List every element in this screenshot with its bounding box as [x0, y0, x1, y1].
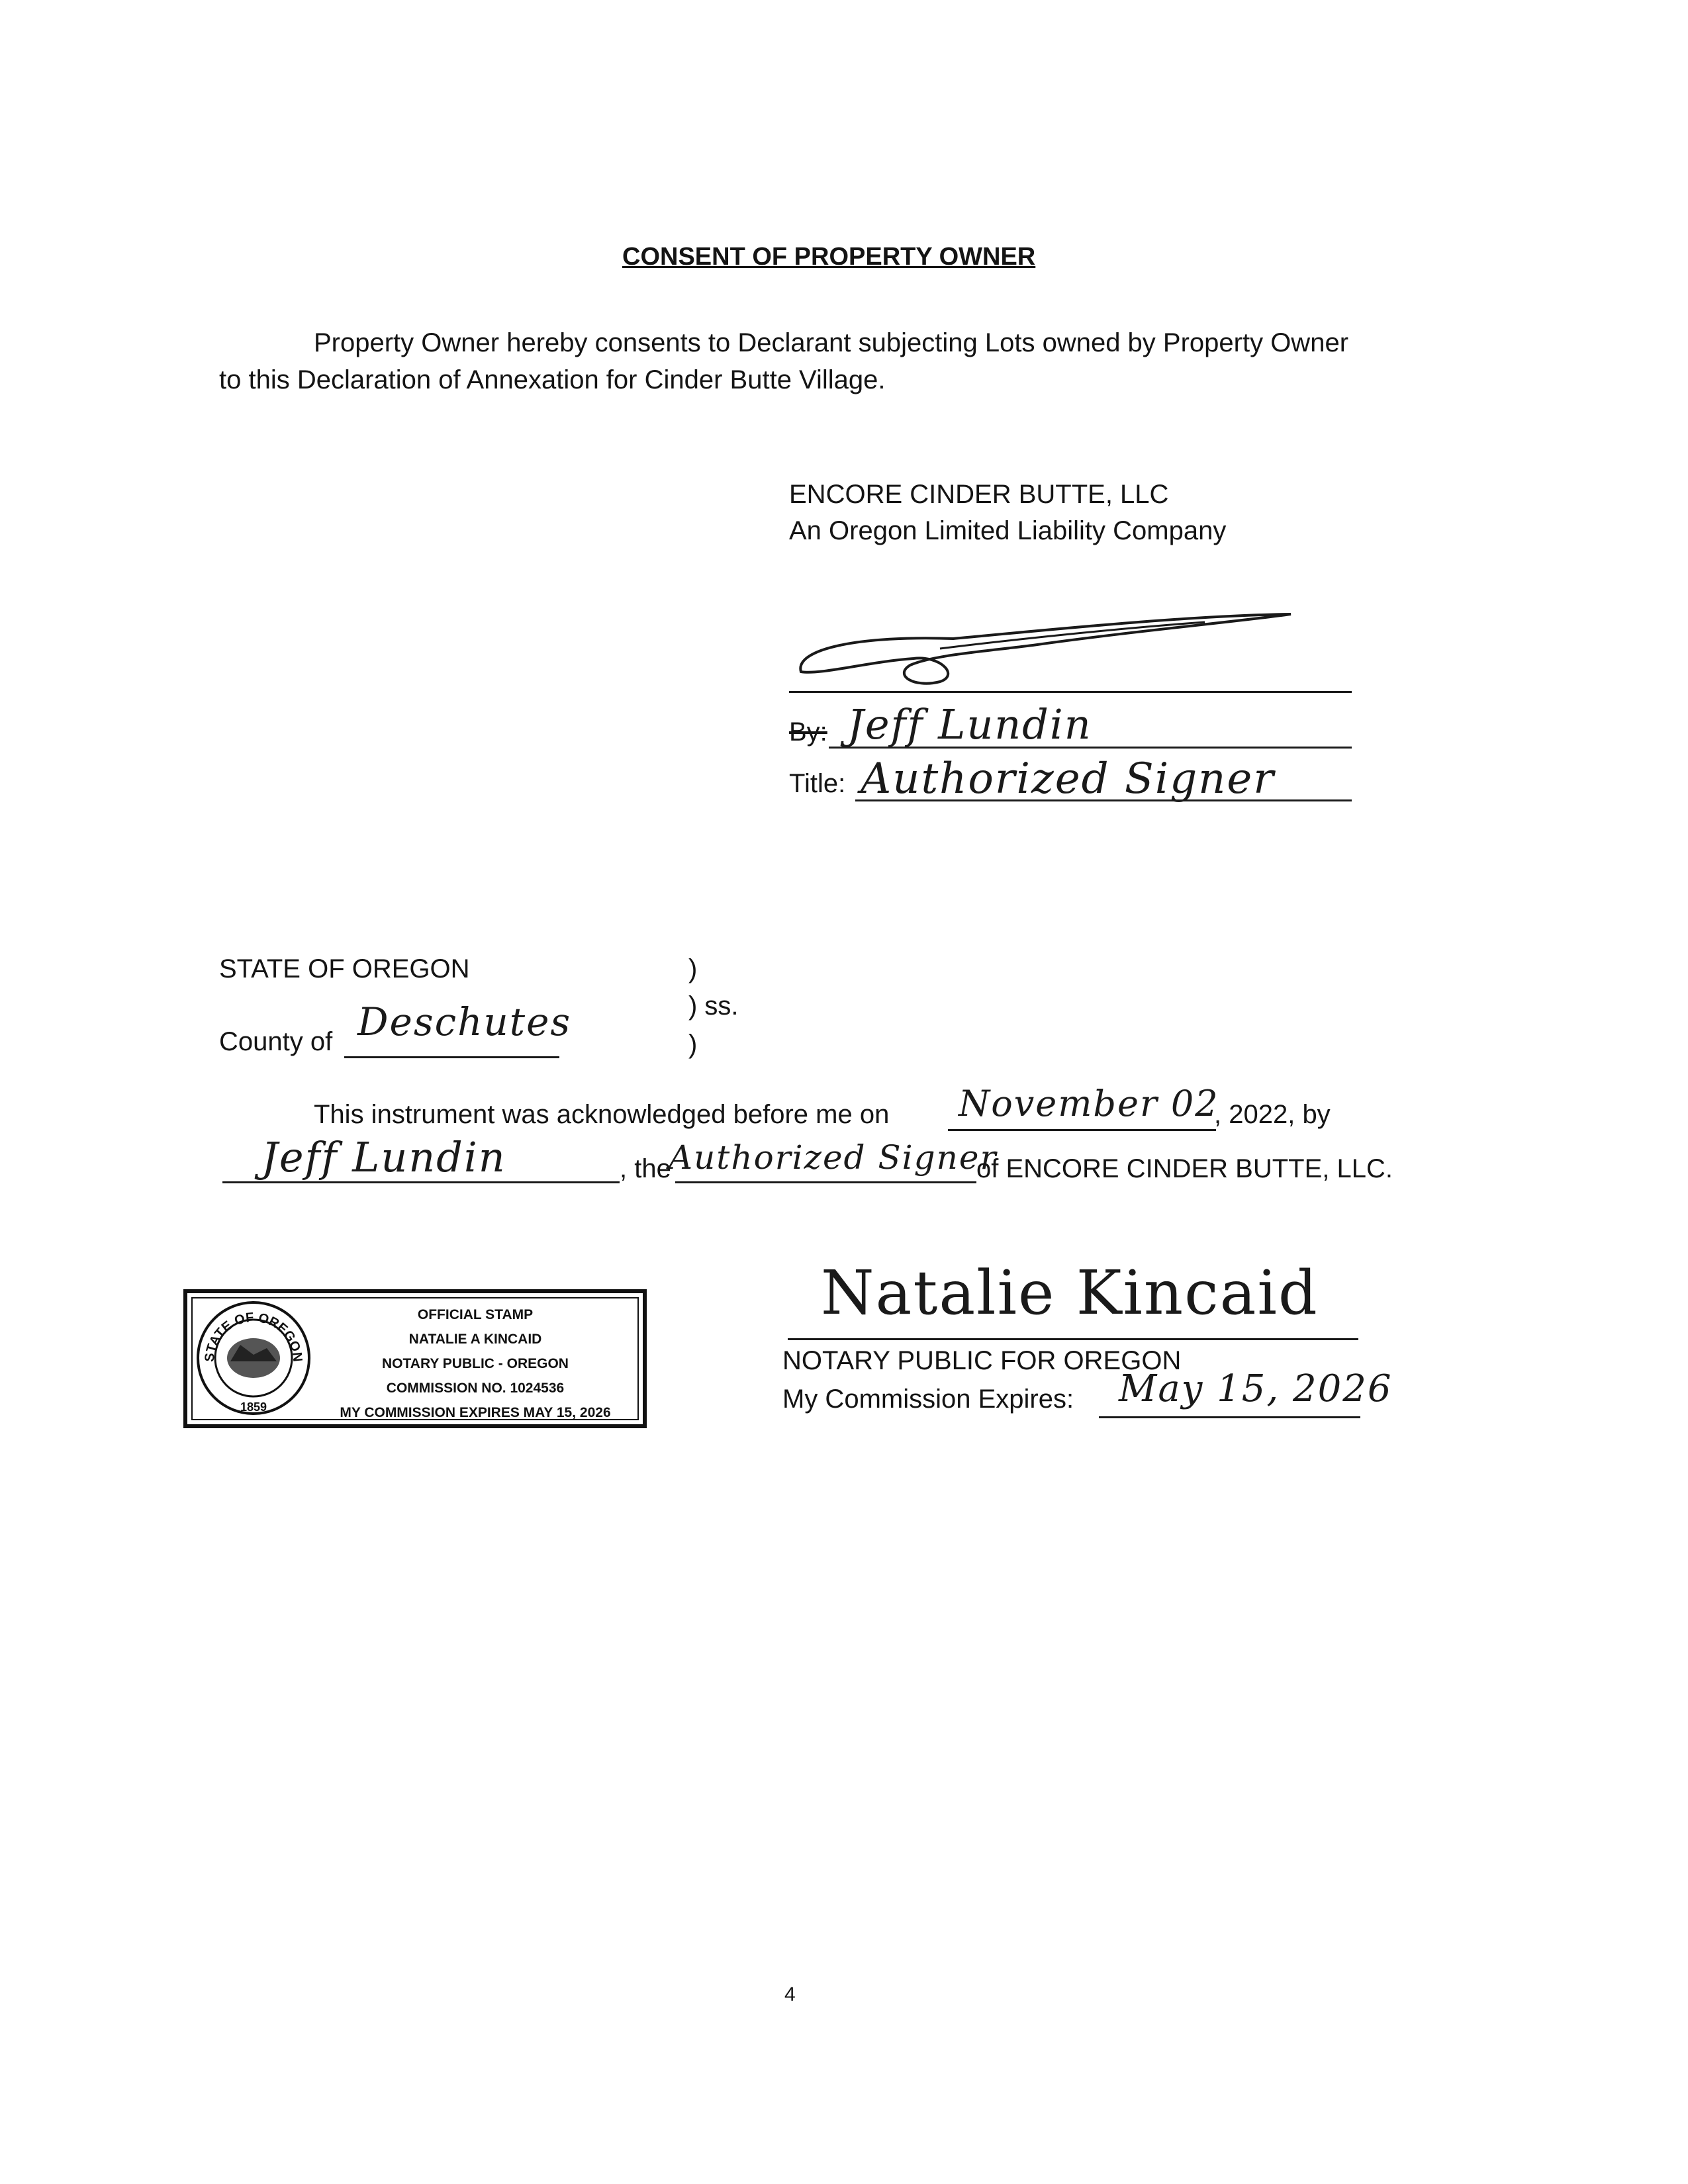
- stamp-line-3: NOTARY PUBLIC - OREGON: [382, 1356, 569, 1371]
- ack-company-suffix: of ENCORE CINDER BUTTE, LLC.: [976, 1154, 1393, 1183]
- by-line: [829, 747, 1352, 749]
- stamp-line-5: MY COMMISSION EXPIRES MAY 15, 2026: [340, 1405, 611, 1420]
- consent-body-line-1: Property Owner hereby consents to Declarant subjecting Lots owned by Property Owner: [314, 328, 1349, 357]
- oregon-seal-icon: [194, 1298, 313, 1418]
- ack-date-handwritten: November 02: [959, 1083, 1219, 1124]
- notary-label: NOTARY PUBLIC FOR OREGON: [782, 1346, 1182, 1375]
- title-label: Title:: [789, 769, 846, 798]
- page-number: 4: [784, 1983, 796, 2005]
- ack-signer-line: [222, 1181, 620, 1183]
- stamp-line-1: OFFICIAL STAMP: [417, 1307, 534, 1322]
- seal-top-text: STATE OF OREGON: [202, 1310, 305, 1363]
- by-label: By:: [789, 717, 827, 747]
- ack-the-label: , the: [620, 1154, 671, 1183]
- consent-body-line-2: to this Declaration of Annexation for Cinder Butte Village.: [219, 365, 886, 394]
- venue-paren-3: ): [688, 1030, 698, 1059]
- ack-capacity-handwritten: Authorized Signer: [669, 1138, 998, 1177]
- venue-state: STATE OF OREGON: [219, 954, 470, 983]
- notary-signature-handwritten: Natalie Kincaid: [821, 1257, 1319, 1328]
- owner-company-type: An Oregon Limited Liability Company: [789, 516, 1227, 545]
- notary-expires-line: [1099, 1416, 1360, 1418]
- stamp-line-4: COMMISSION NO. 1024536: [386, 1381, 565, 1396]
- stamp-line-2: NATALIE A KINCAID: [408, 1332, 542, 1347]
- document-title: CONSENT OF PROPERTY OWNER: [622, 243, 1036, 271]
- venue-paren-2: ) ss.: [688, 991, 739, 1021]
- ack-prefix: This instrument was acknowledged before me on: [314, 1100, 890, 1129]
- notary-signature-line: [788, 1338, 1358, 1340]
- title-line: [855, 799, 1352, 801]
- county-label: County of: [219, 1027, 333, 1056]
- ack-signer-handwritten: Jeff Lundin: [261, 1133, 506, 1181]
- county-line: [344, 1056, 559, 1058]
- notary-expires-handwritten: May 15, 2026: [1119, 1367, 1393, 1410]
- owner-signature: [781, 609, 1311, 702]
- ack-capacity-line: [675, 1181, 976, 1183]
- notary-stamp: [183, 1289, 647, 1428]
- notary-expires-label: My Commission Expires:: [782, 1385, 1074, 1414]
- by-name-handwritten: Jeff Lundin: [847, 700, 1092, 749]
- owner-company-name: ENCORE CINDER BUTTE, LLC: [789, 480, 1169, 509]
- venue-paren-1: ): [688, 954, 698, 983]
- ack-date-line: [948, 1129, 1216, 1131]
- title-handwritten: Authorized Signer: [861, 754, 1275, 803]
- seal-year: 1859: [240, 1400, 267, 1414]
- stamp-text: [313, 1302, 637, 1425]
- county-handwritten: Deschutes: [357, 999, 572, 1044]
- owner-signature-line: [789, 691, 1352, 693]
- ack-year-suffix: , 2022, by: [1214, 1100, 1331, 1129]
